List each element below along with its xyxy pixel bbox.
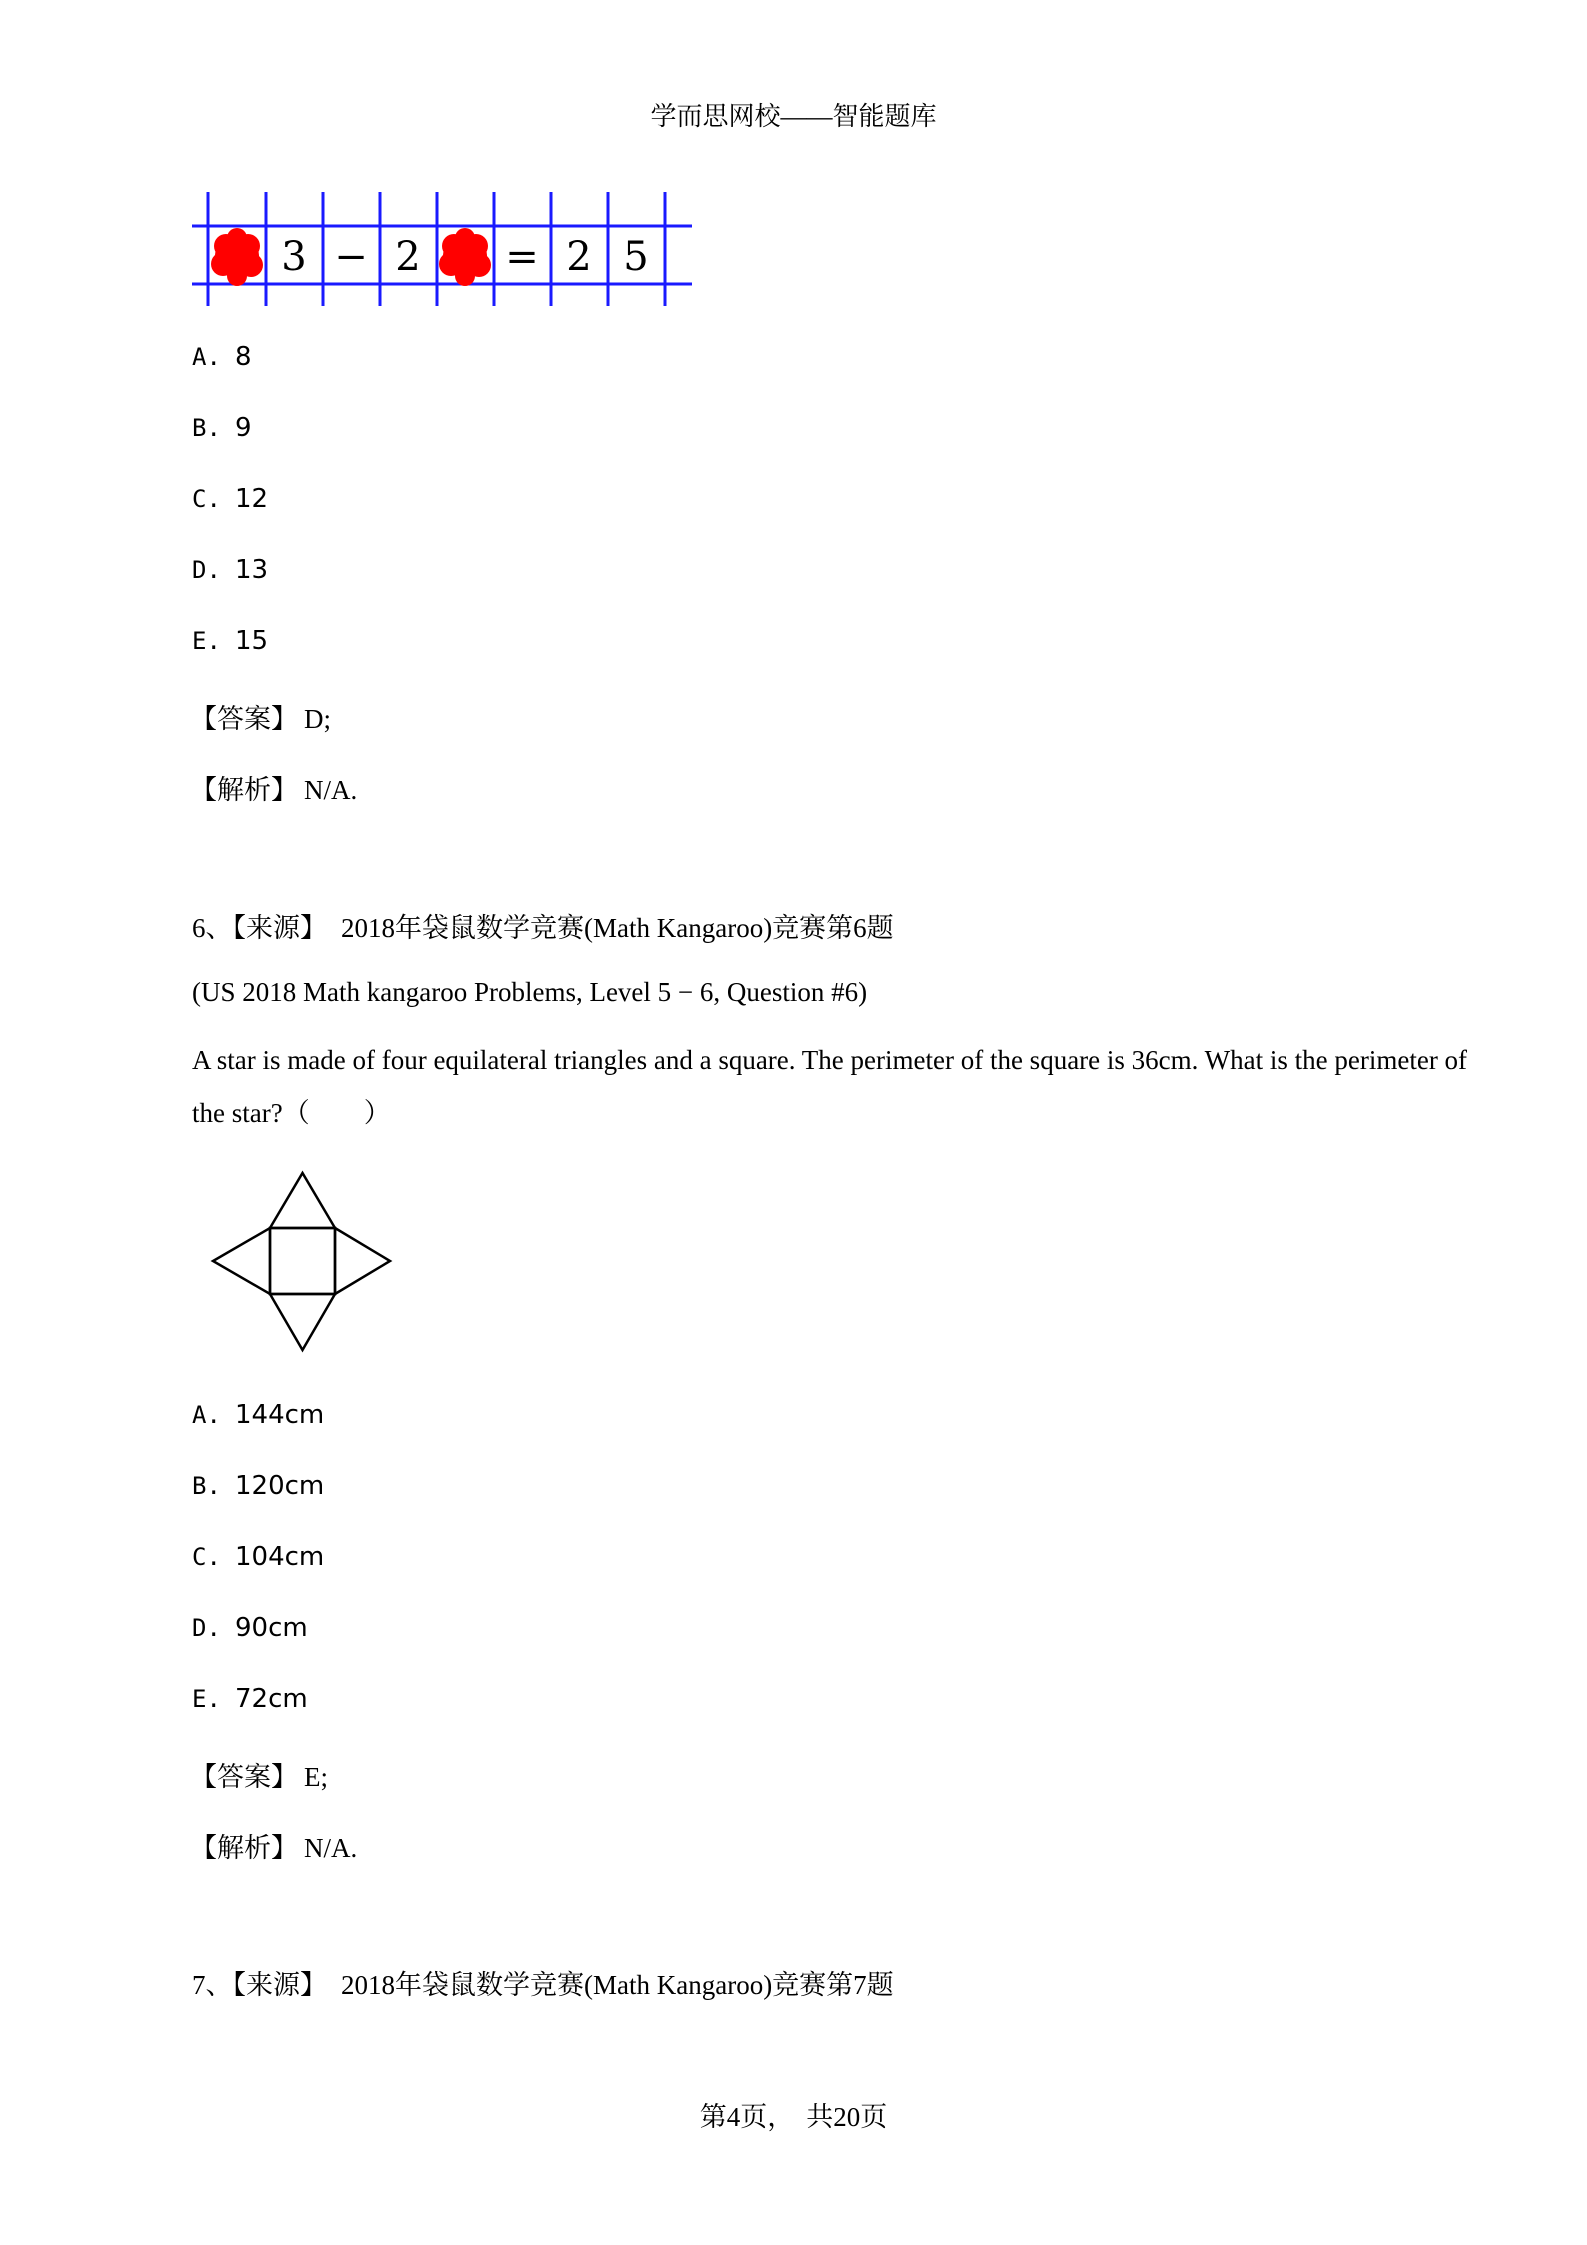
option-value: 13 [235, 555, 269, 585]
q5-option-e [192, 626, 268, 656]
q5-option-b [192, 413, 252, 443]
source-label: 【来源】 [232, 913, 327, 943]
option-value: 15 [235, 626, 269, 656]
q6-option-c [192, 1542, 324, 1572]
ink-blot-1 [211, 228, 263, 286]
option-value: 8 [235, 342, 252, 372]
page-number: 第4页， [699, 2102, 795, 2132]
q5-option-d [192, 555, 268, 585]
q6-question-text: A star is made of four equilateral triangles and a square. The perimeter of the square is 36cm. What is the perimeter of the star?（ ） [192, 1045, 1468, 1128]
page-total: 共20页 [806, 2102, 888, 2132]
q6-heading [192, 906, 894, 945]
source-label: 【来源】 [232, 1970, 327, 2000]
option-value: 72cm [235, 1684, 308, 1714]
option-value: 120cm [235, 1471, 325, 1501]
option-letter: D. [192, 1614, 221, 1642]
option-value: 90cm [235, 1613, 308, 1643]
star-figure [208, 1168, 398, 1358]
q6-option-e [192, 1684, 308, 1714]
page-header: 学而思网校——智能题库 [650, 102, 937, 131]
equation-grid-figure [188, 190, 698, 310]
q6-option-d [192, 1613, 308, 1643]
option-letter: E. [192, 1685, 221, 1713]
analysis-value: N/A. [304, 775, 358, 805]
option-letter: C. [192, 485, 221, 513]
option-value: 104cm [235, 1542, 325, 1572]
source-text: 2018年袋鼠数学竞赛(Math Kangaroo)竞赛第6题 [341, 913, 894, 943]
option-letter: D. [192, 556, 221, 584]
option-value: 144cm [235, 1400, 325, 1430]
equation-cell: 2 [566, 234, 592, 280]
analysis-label: 【解析】 [190, 1833, 298, 1863]
question-number: 7、 [192, 1970, 233, 2000]
equation-cell: = [505, 234, 539, 280]
q7-heading [192, 1963, 894, 2002]
equation-cell: 5 [623, 234, 649, 280]
option-letter: A. [192, 343, 221, 371]
q6-subtitle: (US 2018 Math kangaroo Problems, Level 5 − 6, Question #6) [192, 977, 868, 1007]
equation-cell: 3 [281, 234, 307, 280]
answer-value: D; [304, 704, 331, 734]
answer-label: 【答案】 [190, 704, 298, 734]
option-letter: C. [192, 1543, 221, 1571]
q5-analysis [190, 768, 357, 807]
source-text: 2018年袋鼠数学竞赛(Math Kangaroo)竞赛第7题 [341, 1970, 894, 2000]
equation-cell: 2 [395, 234, 421, 280]
q5-option-c [192, 484, 268, 514]
answer-value: E; [304, 1762, 328, 1792]
option-value: 9 [235, 413, 252, 443]
option-letter: A. [192, 1401, 221, 1429]
page-footer [0, 2095, 1587, 2134]
q6-option-b [192, 1471, 324, 1501]
question-number: 6、 [192, 913, 233, 943]
q5-option-a [192, 342, 252, 372]
q6-analysis [190, 1826, 357, 1865]
answer-label: 【答案】 [190, 1762, 298, 1792]
ink-blot-2 [439, 228, 491, 286]
option-letter: B. [192, 414, 221, 442]
analysis-label: 【解析】 [190, 775, 298, 805]
q6-answer [190, 1755, 328, 1794]
option-value: 12 [235, 484, 269, 514]
analysis-value: N/A. [304, 1833, 358, 1863]
option-letter: E. [192, 627, 221, 655]
option-letter: B. [192, 1472, 221, 1500]
q6-option-a [192, 1400, 324, 1430]
q5-answer [190, 697, 331, 736]
equation-cell: − [334, 234, 368, 280]
